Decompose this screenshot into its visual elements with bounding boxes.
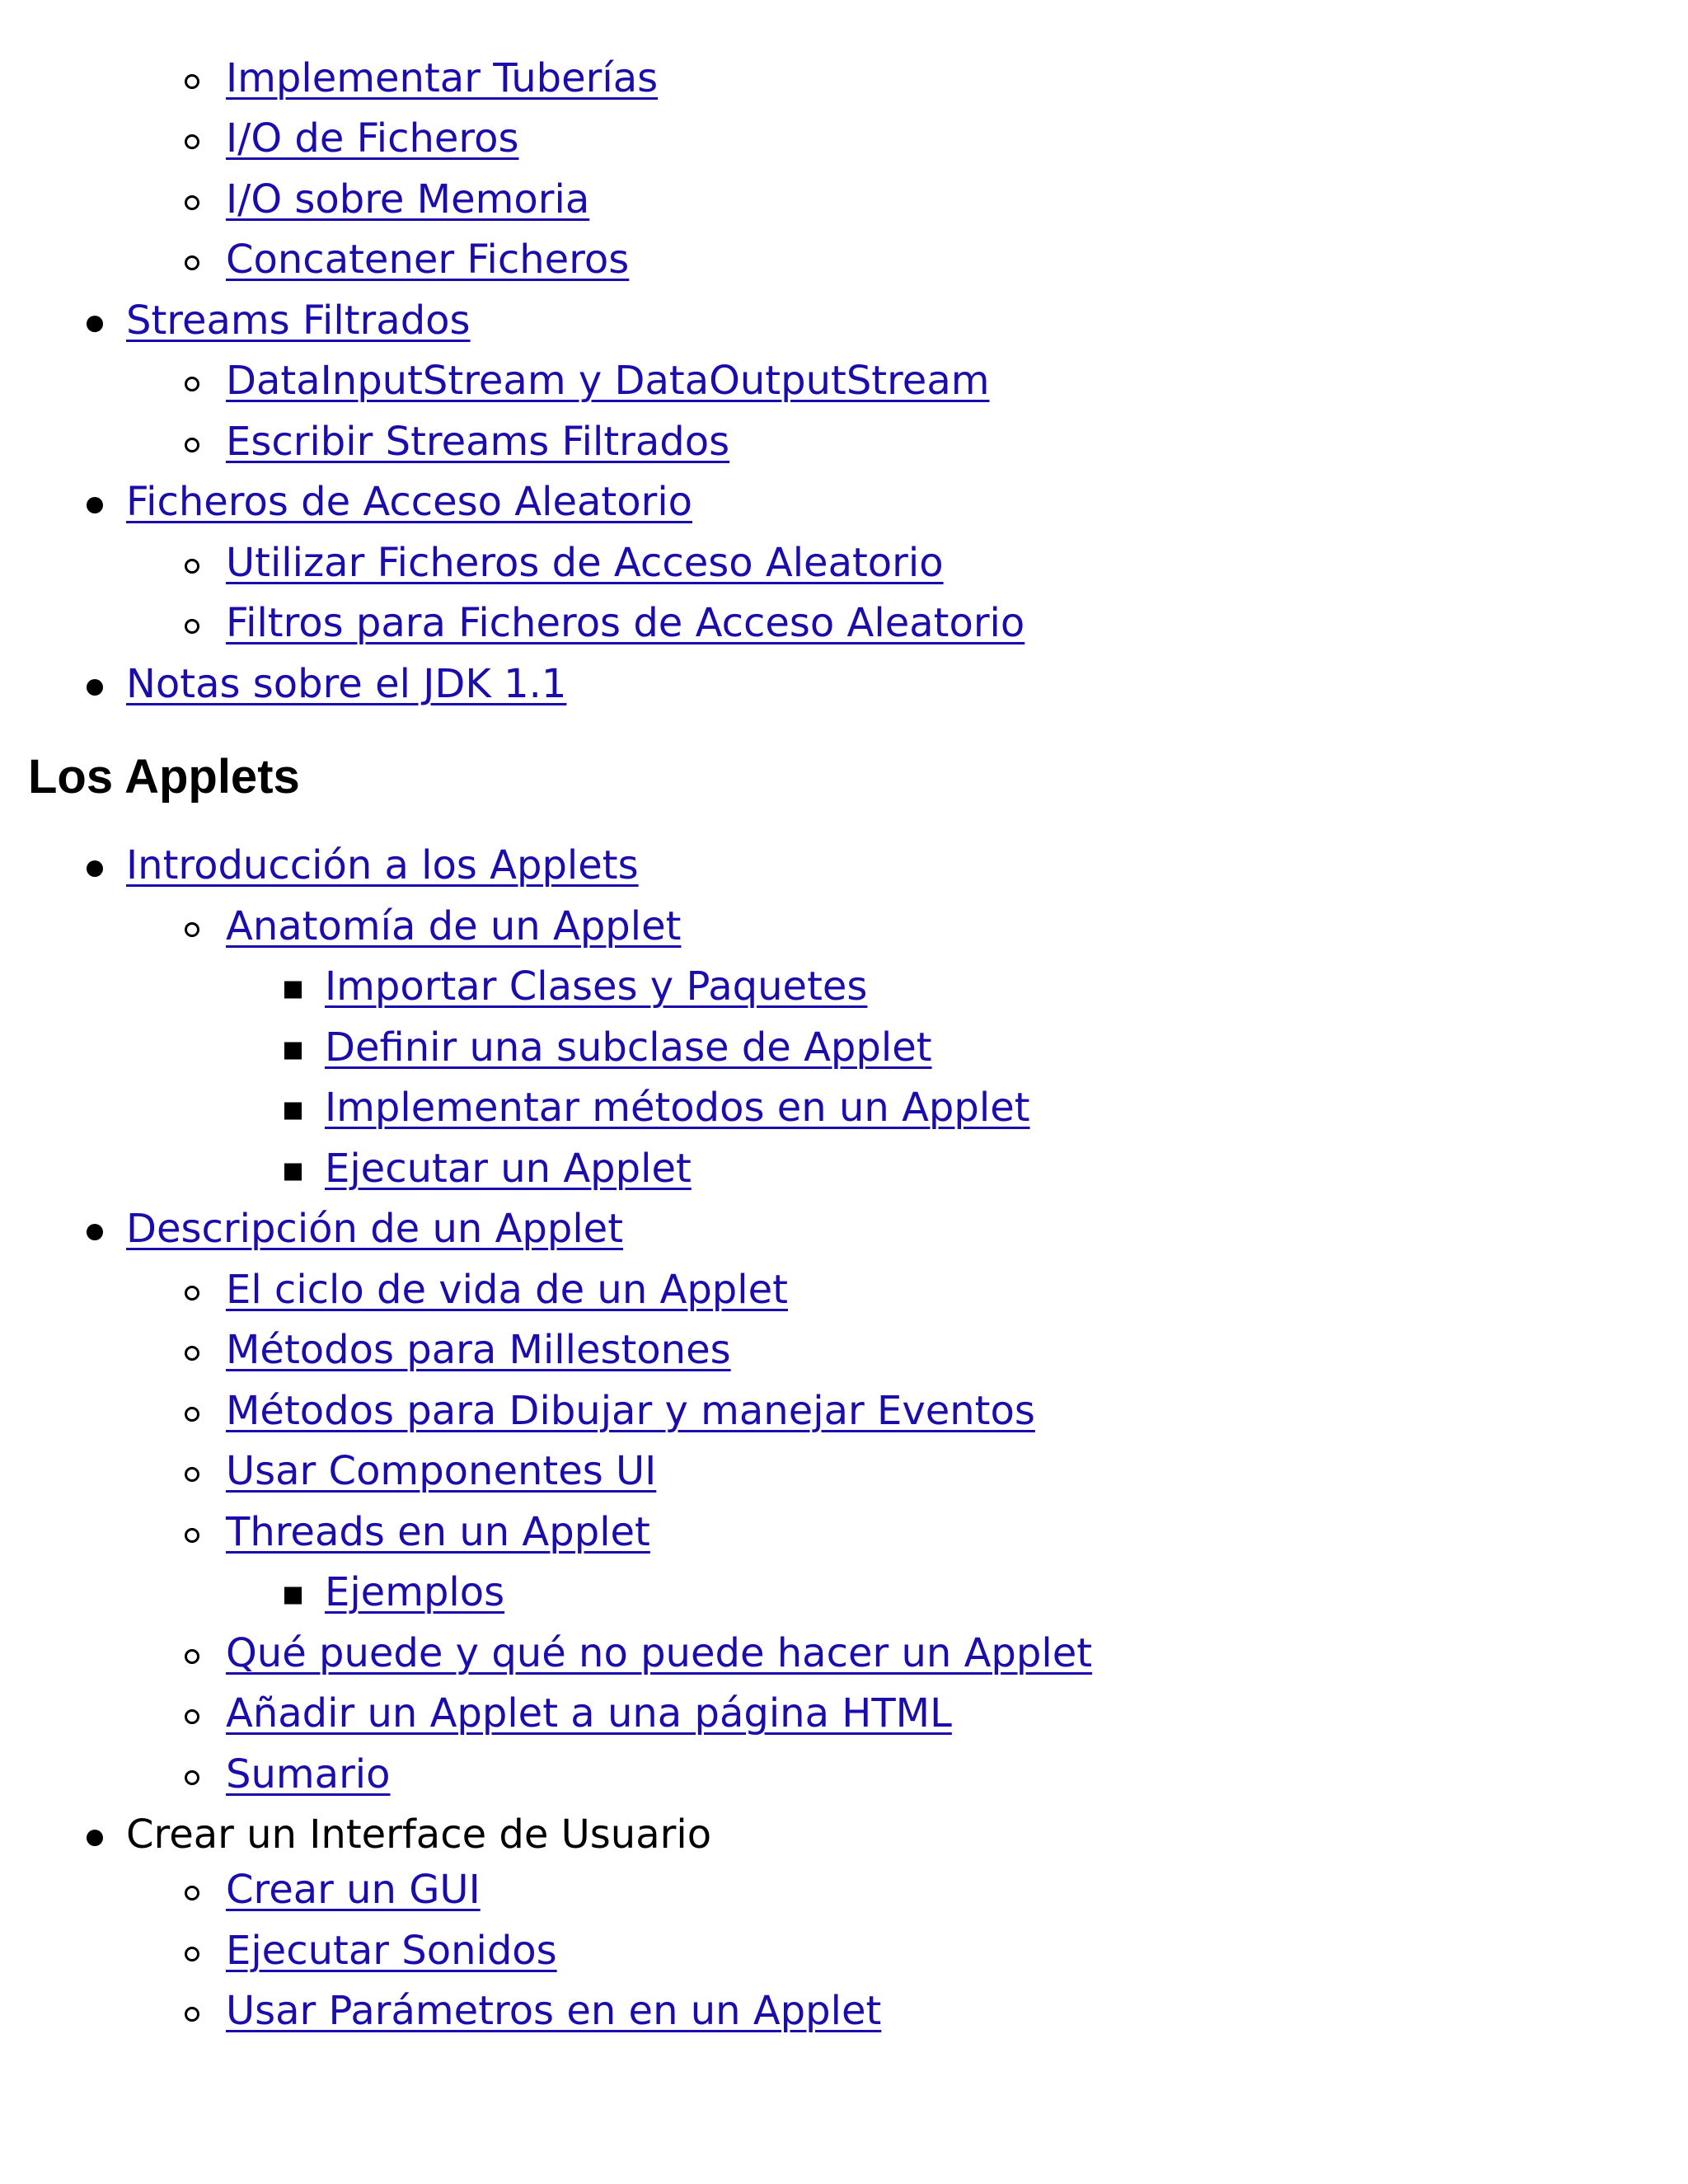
list-item — [325, 1023, 932, 1072]
list-item — [325, 962, 867, 1011]
link-implementar-tuberias[interactable]: Implementar Tuberías — [226, 55, 659, 101]
list-item — [325, 1083, 1030, 1132]
circle-bullet-icon — [185, 619, 199, 634]
link-ficheros-acceso-aleatorio[interactable]: Ficheros de Acceso Aleatorio — [126, 479, 693, 525]
link-notas-jdk[interactable]: Notas sobre el JDK 1.1 — [126, 661, 567, 707]
link-usar-parametros[interactable]: Usar Parámetros en en un Applet — [226, 1988, 882, 2034]
list-item — [126, 296, 471, 345]
list-item — [325, 1144, 692, 1193]
link-utilizar-ficheros-acceso[interactable]: Utilizar Ficheros de Acceso Aleatorio — [226, 540, 944, 586]
circle-bullet-icon — [185, 1286, 199, 1301]
circle-bullet-icon — [185, 1528, 199, 1543]
link-escribir-streams-filtrados[interactable]: Escribir Streams Filtrados — [226, 419, 730, 465]
list-item — [226, 1507, 650, 1557]
circle-bullet-icon — [185, 74, 199, 89]
circle-bullet-icon — [185, 134, 199, 149]
link-metodos-millestones[interactable]: Métodos para Millestones — [226, 1327, 731, 1373]
link-sumario[interactable]: Sumario — [226, 1751, 391, 1797]
link-filtros-ficheros-acceso[interactable]: Filtros para Ficheros de Acceso Aleatorio — [226, 600, 1025, 646]
link-introduccion-applets[interactable]: Introducción a los Applets — [126, 842, 639, 888]
link-ciclo-de-vida[interactable]: El ciclo de vida de un Applet — [226, 1267, 788, 1313]
circle-bullet-icon — [185, 1346, 199, 1361]
list-item — [226, 1865, 481, 1915]
list-item — [226, 356, 990, 405]
list-item — [226, 538, 944, 588]
link-threads-applet[interactable]: Threads en un Applet — [226, 1509, 650, 1555]
link-implementar-metodos[interactable]: Implementar métodos en un Applet — [325, 1085, 1030, 1131]
section-heading: Los Applets — [28, 750, 300, 804]
list-item — [226, 598, 1025, 648]
list-item — [126, 477, 692, 527]
circle-bullet-icon — [185, 1467, 199, 1482]
link-ejemplos[interactable]: Ejemplos — [325, 1569, 505, 1615]
list-item — [226, 1750, 391, 1799]
list-item — [226, 1926, 557, 1975]
link-io-de-ficheros[interactable]: I/O de Ficheros — [226, 115, 519, 162]
link-crear-gui[interactable]: Crear un GUI — [226, 1867, 481, 1913]
square-bullet-icon — [284, 1103, 302, 1120]
circle-bullet-icon — [185, 922, 199, 937]
disc-bullet-icon — [87, 679, 103, 696]
disc-bullet-icon — [87, 860, 103, 877]
list-item — [226, 1629, 1092, 1678]
list-item — [226, 1265, 788, 1315]
list-item — [226, 175, 589, 224]
list-item — [226, 1386, 1035, 1436]
circle-bullet-icon — [185, 1649, 199, 1664]
list-item — [226, 1325, 731, 1375]
link-anatomia-applet[interactable]: Anatomía de un Applet — [226, 903, 682, 949]
link-datainputstream[interactable]: DataInputStream y DataOutputStream — [226, 358, 990, 404]
link-ejecutar-applet[interactable]: Ejecutar un Applet — [325, 1146, 692, 1192]
list-item — [226, 417, 729, 466]
disc-bullet-icon — [87, 316, 103, 332]
circle-bullet-icon — [185, 195, 199, 210]
link-usar-componentes-ui[interactable]: Usar Componentes UI — [226, 1448, 657, 1494]
list-item — [226, 1689, 952, 1738]
link-importar-clases[interactable]: Importar Clases y Paquetes — [325, 963, 868, 1010]
circle-bullet-icon — [185, 1947, 199, 1961]
circle-bullet-icon — [185, 1407, 199, 1422]
circle-bullet-icon — [185, 559, 199, 574]
link-io-sobre-memoria[interactable]: I/O sobre Memoria — [226, 176, 590, 223]
link-ejecutar-sonidos[interactable]: Ejecutar Sonidos — [226, 1928, 557, 1974]
link-concatener-ficheros[interactable]: Concatener Ficheros — [226, 237, 630, 283]
circle-bullet-icon — [185, 438, 199, 452]
disc-bullet-icon — [87, 497, 103, 513]
circle-bullet-icon — [185, 377, 199, 391]
link-descripcion-applet[interactable]: Descripción de un Applet — [126, 1206, 624, 1252]
square-bullet-icon — [284, 1164, 302, 1181]
square-bullet-icon — [284, 1587, 302, 1605]
link-metodos-dibujar[interactable]: Métodos para Dibujar y manejar Eventos — [226, 1388, 1035, 1434]
list-item — [226, 1986, 881, 2036]
list-item — [126, 1810, 711, 1859]
square-bullet-icon — [284, 982, 302, 999]
list-item — [226, 235, 629, 284]
link-streams-filtrados[interactable]: Streams Filtrados — [126, 298, 471, 344]
list-item — [126, 1204, 623, 1254]
circle-bullet-icon — [185, 1709, 199, 1724]
list-item — [126, 841, 639, 890]
list-item — [126, 659, 566, 709]
disc-bullet-icon — [87, 1224, 103, 1240]
list-item — [226, 114, 518, 163]
circle-bullet-icon — [185, 1770, 199, 1785]
disc-bullet-icon — [87, 1830, 103, 1846]
list-item — [226, 1446, 656, 1496]
square-bullet-icon — [284, 1043, 302, 1060]
list-item — [325, 1568, 504, 1617]
list-item — [226, 54, 658, 103]
circle-bullet-icon — [185, 255, 199, 270]
circle-bullet-icon — [185, 2007, 199, 2022]
link-anadir-applet-html[interactable]: Añadir un Applet a una página HTML — [226, 1690, 952, 1736]
circle-bullet-icon — [185, 1886, 199, 1900]
list-item — [226, 902, 681, 951]
link-definir-subclase[interactable]: Definir una subclase de Applet — [325, 1024, 932, 1071]
link-que-puede-applet[interactable]: Qué puede y qué no puede hacer un Applet — [226, 1630, 1093, 1676]
crear-interface-label: Crear un Interface de Usuario — [126, 1811, 712, 1858]
